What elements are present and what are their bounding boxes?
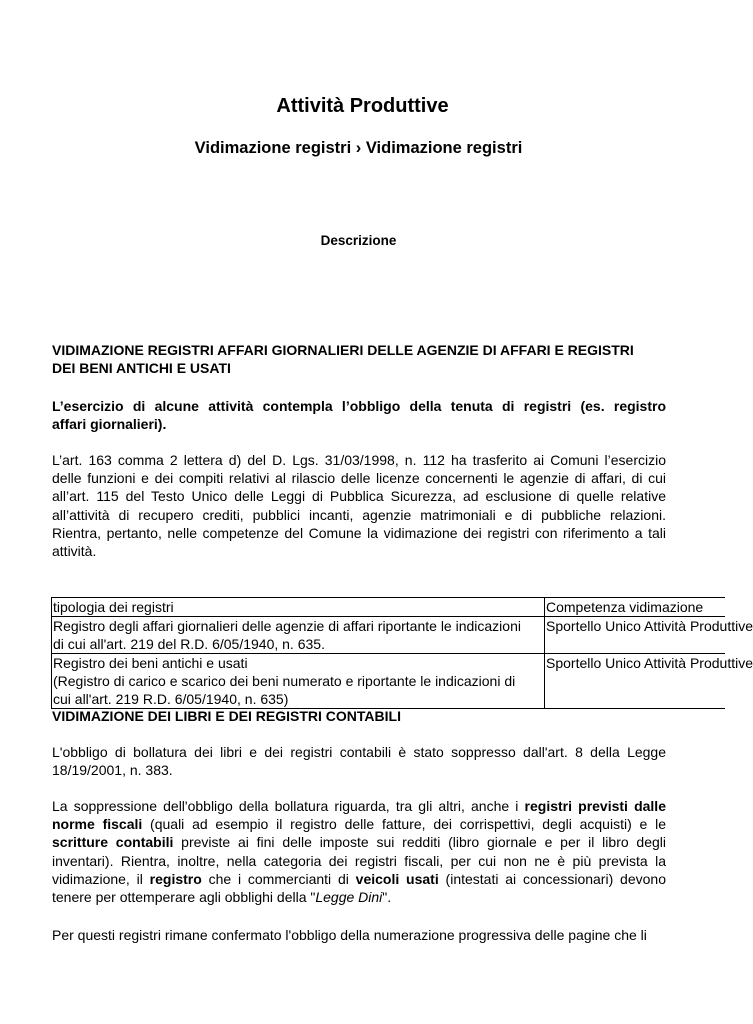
bold-run: registro <box>149 870 202 887</box>
bold-run: veicoli usati <box>355 870 439 887</box>
table-cell <box>52 617 545 654</box>
intro-heading-line: DEI BENI ANTICHI E USATI <box>52 360 231 377</box>
table-cell: Sportello Unico Attività Produttive <box>545 617 726 654</box>
accounting-paragraph-3 <box>52 926 666 944</box>
text-run: La soppressione dell'obbligo della bollatura riguarda, tra gli altri, anche i <box>52 798 525 814</box>
paragraph-line: 18/19/2001, n. 383. <box>52 762 173 779</box>
table-header-row <box>52 598 726 617</box>
text-run: (intestati ai concessionari) devono <box>438 870 666 887</box>
intro-paragraph-line: Rientra, pertanto, nelle competenze del Comune la vidimazione dei registri con riferimento a tali <box>52 524 666 541</box>
accounting-heading: VIDIMAZIONE DEI LIBRI E DEI REGISTRI CONTABILI <box>52 708 401 724</box>
table-cell-line: cui all'art. 219 R.D. 6/05/1940, n. 635) <box>53 691 289 707</box>
table-cell-line: Registro dei beni antichi e usati <box>53 655 248 671</box>
paragraph-line <box>52 815 666 833</box>
table-cell: Sportello Unico Attività Produttive <box>545 654 726 709</box>
paragraph-line <box>52 870 666 888</box>
paragraph-line: Per questi registri rimane confermato l'obbligo della numerazione progressiva delle pagine che li <box>52 927 647 943</box>
accounting-paragraph-2 <box>52 797 666 906</box>
breadcrumb: Vidimazione registri › Vidimazione registri <box>194 139 523 157</box>
paragraph-line <box>52 888 666 906</box>
intro-paragraph-line: delle funzioni e dei compiti relativi al rilascio delle licenze concernenti le agenzie di affari, di cui <box>52 470 666 487</box>
table-header-cell: tipologia dei registri <box>52 598 545 617</box>
text-run: che i commercianti di <box>201 870 356 887</box>
italic-run: Legge Dini <box>315 889 383 906</box>
intro-lead-line: L’esercizio di alcune attività contempla l’obbligo della tenuta di registri (es. registro <box>52 398 666 414</box>
bold-run: registri previsti dalle <box>524 798 666 814</box>
text-run: tenere per ottemperare agli obblighi della " <box>52 889 316 906</box>
intro-paragraph-line: L’art. 163 comma 2 lettera d) del D. Lgs. 31/03/1998, n. 112 ha trasferito ai Comuni l’esercizio <box>52 452 666 468</box>
intro-paragraph-line: all’attività di recupero crediti, pubblici incanti, agenzie matrimoniali e di pubbliche relazioni. <box>52 506 666 523</box>
paragraph-line: inventari). Rientra, inoltre, nella categoria dei registri fiscali, per cui non ne è più prevista la <box>52 852 666 869</box>
intro-heading-line: VIDIMAZIONE REGISTRI AFFARI GIORNALIERI DELLE AGENZIE DI AFFARI E REGISTRI <box>52 342 634 358</box>
bold-run: norme fiscali <box>52 816 143 833</box>
text-run: ". <box>382 889 392 906</box>
section-title: Descrizione <box>320 233 397 248</box>
accounting-paragraph-1 <box>52 743 666 779</box>
table-cell-line: (Registro di carico e scarico dei beni numerato e riportante le indicazioni di <box>53 673 516 689</box>
intro-lead-line: affari giornalieri). <box>52 416 167 433</box>
table-row <box>52 617 726 654</box>
paragraph-line: L'obbligo di bollatura dei libri e dei registri contabili è stato soppresso dall'art. 8 della Legge <box>52 744 666 760</box>
table-cell-line: di cui all'art. 219 del R.D. 6/05/1940, n. 635. <box>53 636 325 652</box>
text-run: vidimazione, il <box>52 870 150 887</box>
bold-run: scritture contabili <box>52 834 174 851</box>
table-header-cell: Competenza vidimazione <box>545 598 726 617</box>
intro-paragraph-line: attività. <box>52 543 97 560</box>
intro-paragraph-line: all’art. 115 del Testo Unico delle Leggi di Pubblica Sicurezza, ad esclusione di quelle relative <box>52 488 666 505</box>
registers-table <box>51 597 753 709</box>
paragraph-line <box>52 797 666 815</box>
table-cell-line: Registro degli affari giornalieri delle agenzie di affari riportante le indicazioni <box>53 618 521 634</box>
intro-heading <box>52 341 666 377</box>
table-cell <box>52 654 545 709</box>
text-run: previste ai fini delle imposte sui redditi (libro giornale e per il libro degli <box>173 834 667 851</box>
intro-paragraph <box>52 451 666 560</box>
page-title: Attività Produttive <box>276 95 449 117</box>
paragraph-line <box>52 833 666 851</box>
text-run: (quali ad esempio il registro delle fatture, dei corrispettivi, degli acquisti) e le <box>142 816 666 833</box>
intro-lead <box>52 397 666 433</box>
table-row <box>52 654 726 709</box>
